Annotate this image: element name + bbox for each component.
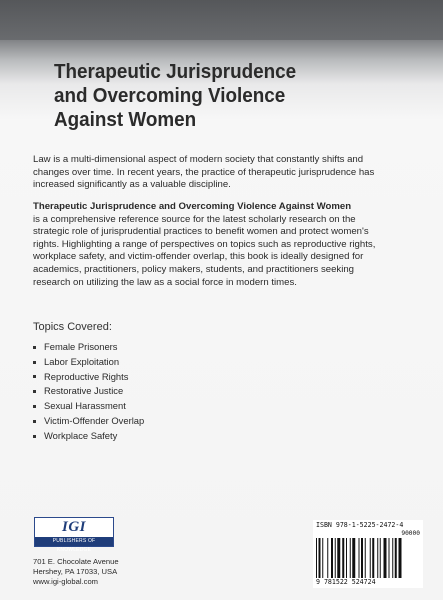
isbn-label: ISBN 978-1-5225-2472-4	[316, 521, 404, 529]
book-title	[54, 60, 348, 132]
list-item: Victim-Offender Overlap	[33, 414, 144, 429]
isbn-barcode	[313, 520, 423, 588]
publisher-address	[33, 557, 119, 587]
address-line-2: Hershey, PA 17033, USA	[33, 567, 118, 576]
description-body: is a comprehensive reference source for the latest scholarly research on the strategic role of jurisprudential practices to benefit women and protect women's rights. Highlighting a range of perspectives on topics such as reproductive rights, workplace safety, and victim-offender overlap, this book is ideally designed for academics, practitioners, policy makers, students, and practitioners seeking research on utilizing the law as a social force in modern times.	[33, 213, 376, 288]
title-line-2: and Overcoming Violence	[54, 84, 286, 107]
logo-tagline: PUBLISHERS OF KNOWLEDGE	[35, 537, 113, 546]
list-item: Restorative Justice	[33, 384, 144, 399]
description-paragraph	[33, 201, 383, 289]
address-line-1: 701 E. Chocolate Avenue	[33, 557, 119, 566]
bullet-icon	[33, 375, 36, 378]
ean-number: 9 781522 524724	[316, 578, 376, 586]
publisher-logo	[34, 517, 114, 553]
bullet-icon	[33, 346, 36, 349]
bullet-icon	[33, 390, 36, 393]
price-code: 90000	[401, 530, 420, 537]
topics-heading: Topics Covered:	[33, 321, 112, 333]
title-line-1: Therapeutic Jurisprudence	[54, 60, 297, 83]
intro-paragraph: Law is a multi-dimensional aspect of modern society that constantly shifts and changes over time. In recent years, the practice of therapeutic jurisprudence has increased significantly as a valuable discipline.	[33, 154, 375, 191]
barcode-bars	[316, 538, 420, 578]
list-item: Workplace Safety	[33, 429, 144, 444]
list-item: Reproductive Rights	[33, 370, 144, 385]
bullet-icon	[33, 435, 36, 438]
bullet-icon	[33, 361, 36, 364]
bullet-icon	[33, 405, 36, 408]
title-line-3: Against Women	[54, 108, 197, 131]
list-item: Labor Exploitation	[33, 355, 144, 370]
description-book-title: Therapeutic Jurisprudence and Overcoming Violence Against Women	[33, 201, 352, 212]
top-band	[0, 0, 443, 40]
topics-list	[33, 340, 144, 444]
bullet-icon	[33, 420, 36, 423]
publisher-website: www.igi-global.com	[33, 577, 98, 586]
list-item: Female Prisoners	[33, 340, 144, 355]
list-item: Sexual Harassment	[33, 399, 144, 414]
logo-wordmark: IGI	[35, 518, 113, 537]
